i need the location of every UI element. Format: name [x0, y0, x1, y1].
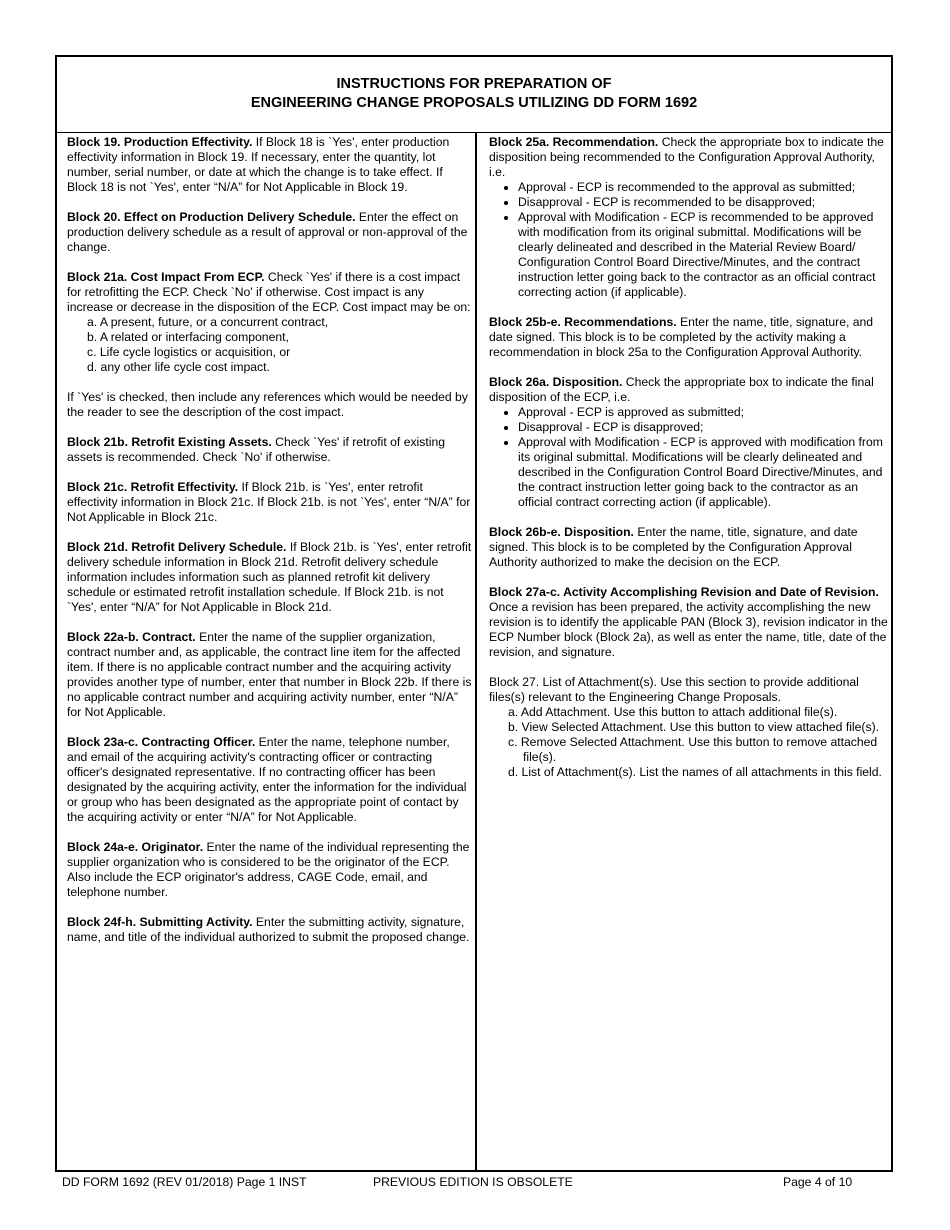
block-24a-e: Block 24a-e. Originator. Enter the name of the individual representing the supplier organization who is considered to be the originator of the ECP. Also include the ECP originator's address, CAGE Code, email, and telephone number.	[67, 840, 470, 899]
form-frame	[55, 55, 893, 1172]
block-21b: Block 21b. Retrofit Existing Assets. Check `Yes' if retrofit of existing assets is recommended. Check `No' if otherwise.	[67, 435, 446, 464]
list-item: b. View Selected Attachment. Use this button to view attached file(s).	[508, 720, 880, 734]
edition-notice: PREVIOUS EDITION IS OBSOLETE	[373, 1175, 573, 1189]
list-item: d. List of Attachment(s). List the names of all attachments in this field.	[508, 765, 882, 779]
block-26b-e: Block 26b-e. Disposition. Enter the name, title, signature, and date signed. This block is to be completed by the Configuration Approval Authority authorized to make the decision on the ECP.	[489, 525, 858, 569]
block-22: Block 22a-b. Contract. Enter the name of the supplier organization, contract number and, as applicable, the contract line item for the affected item. If there is no applicable contract number and the acquiring activity provides another type of number, enter that number in Block 22b. If there is no applicable contract number and acquiring activity number, enter “N/A” for Not Applicable.	[67, 630, 472, 719]
block-21a-note: If `Yes' is checked, then include any references which would be needed by the reader to see the description of the cost impact.	[67, 390, 468, 419]
list-item: c. Remove Selected Attachment. Use this button to remove attached file(s).	[508, 735, 878, 764]
page-number: Page 4 of 10	[783, 1175, 853, 1189]
block-26a: Block 26a. Disposition. Check the appropriate box to indicate the final disposition of the ECP, i.e. • Approval - ECP is approved as submitted; • Disapproval - ECP is disapproved; • Approval with Modification - ECP is approved with modification from its original submittal. Modifications will be clearly delineated and described in the Configuration Control Board Directive/Minutes, and the contract instruction letter going back to the contractor as an official contract correcting action (if applicable).	[489, 375, 889, 510]
list-item: • Approval with Modification - ECP is recommended to be approved with modification from its original submittal. Modifications will be clearly delineated and described in the Material Review Board/ Configuration Control Board Directive/Minutes, and the contract instruction letter going back to the contractor as an official contract correcting action (if applicable).	[518, 210, 889, 300]
block-20: Block 20. Effect on Production Delivery Schedule. Enter the effect on production delivery schedule as a result of approval or non-approval of the change.	[67, 210, 468, 254]
list-item: • Approval - ECP is recommended to the approval as submitted;	[518, 180, 889, 195]
list-item: a. Add Attachment. Use this button to attach additional file(s).	[508, 705, 838, 719]
page-title	[57, 57, 891, 133]
block-21c: Block 21c. Retrofit Effectivity. If Block 21b. is `Yes', enter retrofit effectivity information in Block 21c. If Block 21b. is not `Yes', enter “N/A” for Not Applicable in Block 21c.	[67, 480, 471, 524]
attachment-list	[489, 705, 889, 780]
block-19: Block 19. Production Effectivity. If Block 18 is `Yes', enter production effectivity information in Block 19. If necessary, enter the quantity, lot number, serial number, or date at which the change is to take effect. If Block 18 is not `Yes', enter “N/A” for Not Applicable in Block 19.	[67, 135, 450, 194]
block-21a: Block 21a. Cost Impact From ECP. Check `Yes' if there is a cost impact for retrofitting the ECP. Check `No' if otherwise. Cost impact is any increase or decrease in the disposition of the ECP. Cost impact may be on: a. A present, future, or a concurrent contract, b. A related or interfacing component, c. Life cycle logistics or acquisition, or d. any other life cycle cost impact.	[67, 270, 471, 374]
disposition-list	[489, 405, 889, 510]
block-25b-e: Block 25b-e. Recommendations. Enter the name, title, signature, and date signed. This block is to be completed by the activity making a recommendation in block 25a to the Configuration Approval Authority.	[489, 315, 874, 359]
block-27: Block 27. List of Attachment(s). Use this section to provide additional files(s) relevant to the Engineering Change Proposals. a. Add Attachment. Use this button to attach additional file(s). b. View Selected Attachment. Use this button to view attached file(s). c. Remove Selected Attachment. Use this button to remove attached file(s). d. List of Attachment(s). List the names of all attachments in this field.	[489, 675, 889, 780]
block-27a-c: Block 27a-c. Activity Accomplishing Revision and Date of Revision. Once a revision has been prepared, the activity accomplishing the new revision is to identify the applicable PAN (Block 3), revision indicator in the ECP Number block (Block 2a), as well as enter the name, title, date of the revision, and signature.	[489, 585, 888, 659]
recommendation-list	[489, 180, 889, 300]
list-item: d. any other life cycle cost impact.	[87, 360, 270, 374]
title-line-1: INSTRUCTIONS FOR PREPARATION OF	[336, 76, 612, 92]
list-item: • Disapproval - ECP is recommended to be disapproved;	[518, 195, 889, 210]
list-item: • Approval - ECP is approved as submitted;	[518, 405, 889, 420]
list-item: • Approval with Modification - ECP is approved with modification from its original submittal. Modifications will be clearly delineated and described in the Configuration Control Board Directive/Minutes, and the contract instruction letter going back to the contractor as an official contract correcting action (if applicable).	[518, 435, 889, 510]
block-24f-h: Block 24f-h. Submitting Activity. Enter the submitting activity, signature, name, and title of the individual authorized to submit the proposed change.	[67, 915, 470, 944]
block-21d: Block 21d. Retrofit Delivery Schedule. If Block 21b. is `Yes', enter retrofit delivery schedule information in Block 21d. Retrofit delivery schedule information includes information such as planned retrofit kit delivery schedule or estimated retrofit installation schedule. If Block 21b. is not `Yes', enter “N/A” for Not Applicable in Block 21d.	[67, 540, 472, 614]
block-23: Block 23a-c. Contracting Officer. Enter the name, telephone number, and email of the acquiring activity's contracting officer or contracting officer's designated representative. If no contracting officer has been designated by the acquiring activity, enter the information for the individual or group who has been designated as the appropriate point of contact by the acquiring activity or enter “N/A” for Not Applicable.	[67, 735, 467, 824]
title-line-2: ENGINEERING CHANGE PROPOSALS UTILIZING DD FORM 1692	[250, 95, 698, 111]
left-column	[67, 133, 472, 960]
list-item: a. A present, future, or a concurrent contract,	[87, 315, 329, 329]
list-item: • Disapproval - ECP is disapproved;	[518, 420, 889, 435]
form-number: DD FORM 1692 (REV 01/2018) Page 1 INST	[62, 1175, 307, 1189]
cost-impact-list	[67, 315, 472, 375]
list-item: c. Life cycle logistics or acquisition, or	[87, 345, 291, 359]
right-column	[489, 133, 889, 795]
column-divider	[475, 133, 477, 1170]
list-item: b. A related or interfacing component,	[87, 330, 289, 344]
block-25a: Block 25a. Recommendation. Check the appropriate box to indicate the disposition being recommended to the Configuration Approval Authority, i.e. • Approval - ECP is recommended to the approval as submitted; • Disapproval - ECP is recommended to be disapproved; • Approval with Modification - ECP is recommended to be approved with modification from its original submittal. Modifications will be clearly delineated and described in the Material Review Board/ Configuration Control Board Directive/Minutes, and the contract instruction letter going back to the contractor as an official contract correcting action (if applicable).	[489, 135, 889, 300]
